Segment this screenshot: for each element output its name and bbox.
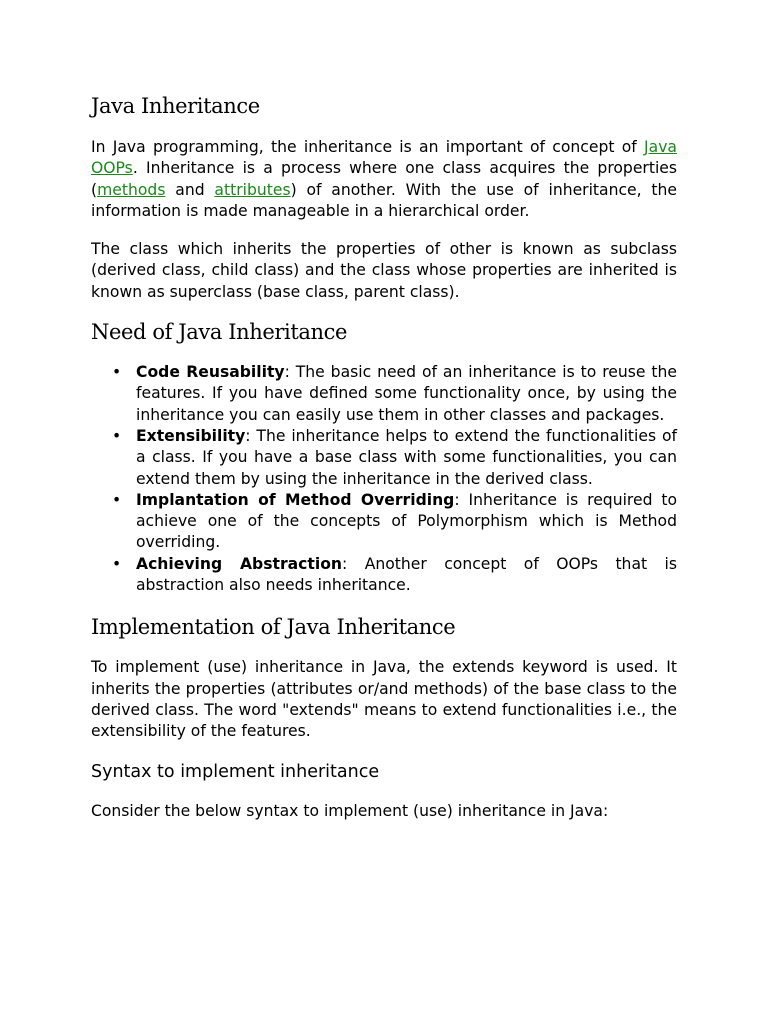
paragraph-intro-text-2: . Inheritance is a process where one class acquires the properties ( <box>91 159 677 199</box>
paragraph-implementation: To implement (use) inheritance in Java, the extends keyword is used. It inherits the properties (attributes or/and methods) of the base class to the derived class. The word "extends" means to extend functionalities i.e., the extensibility of the features. <box>91 658 677 741</box>
bullet-term: Achieving Abstraction <box>136 554 343 573</box>
paragraph-syntax: Consider the below syntax to implement (use) inheritance in Java: <box>91 801 609 820</box>
bullet-text: : The inheritance helps to extend the functionalities of a class. If you have a base class with some functionalities, you can extend them by using the inheritance in the derived class. <box>136 426 677 488</box>
heading-need-of-java-inheritance: Need of Java Inheritance <box>91 320 348 345</box>
paragraph-subclass: The class which inherits the properties of other is known as subclass (derived class, child class) and the class whose properties are inherited is known as superclass (base class, parent class). <box>91 240 677 301</box>
paragraph-intro-text-4: ) of another. With the use of inheritance, the information is made manageable in a hierarchical order. <box>91 180 677 220</box>
paragraph-intro <box>91 137 677 222</box>
bullet-text: : Inheritance is required to achieve one of the concepts of Polymorphism which is Method overriding. <box>136 490 678 552</box>
paragraph-intro-text-1: In Java programming, the inheritance is an important of concept of <box>91 138 645 156</box>
bullet-text: : The basic need of an inheritance is to reuse the features. If you have defined some functionality once, by using the inheritance you can easily use them in other classes and packages. <box>136 363 677 424</box>
bullet-term: Implantation of Method Overriding <box>136 490 455 509</box>
document-page <box>91 92 677 822</box>
heading-java-inheritance: Java Inheritance <box>91 94 260 118</box>
list-item <box>91 362 677 426</box>
paragraph-intro-text-3: and <box>165 180 215 199</box>
link-methods[interactable]: methods <box>97 180 166 199</box>
bullet-icon: • <box>112 554 122 573</box>
bullet-text: : Another concept of OOPs that is abstraction also needs inheritance. <box>136 554 677 595</box>
list-item <box>91 426 677 490</box>
list-item <box>91 490 677 554</box>
heading-implementation: Implementation of Java Inheritance <box>91 615 456 640</box>
bullet-term: Code Reusability <box>136 363 285 382</box>
bullet-icon: • <box>112 363 122 382</box>
bullet-term: Extensibility <box>136 426 246 445</box>
bullet-icon: • <box>112 426 122 445</box>
link-attributes[interactable]: attributes <box>214 180 291 199</box>
needs-bullet-list <box>91 362 677 596</box>
link-java-oops[interactable]: Java OOPs <box>91 138 677 178</box>
bullet-icon: • <box>112 490 122 509</box>
heading-syntax: Syntax to implement inheritance <box>91 761 380 782</box>
list-item <box>91 554 677 597</box>
